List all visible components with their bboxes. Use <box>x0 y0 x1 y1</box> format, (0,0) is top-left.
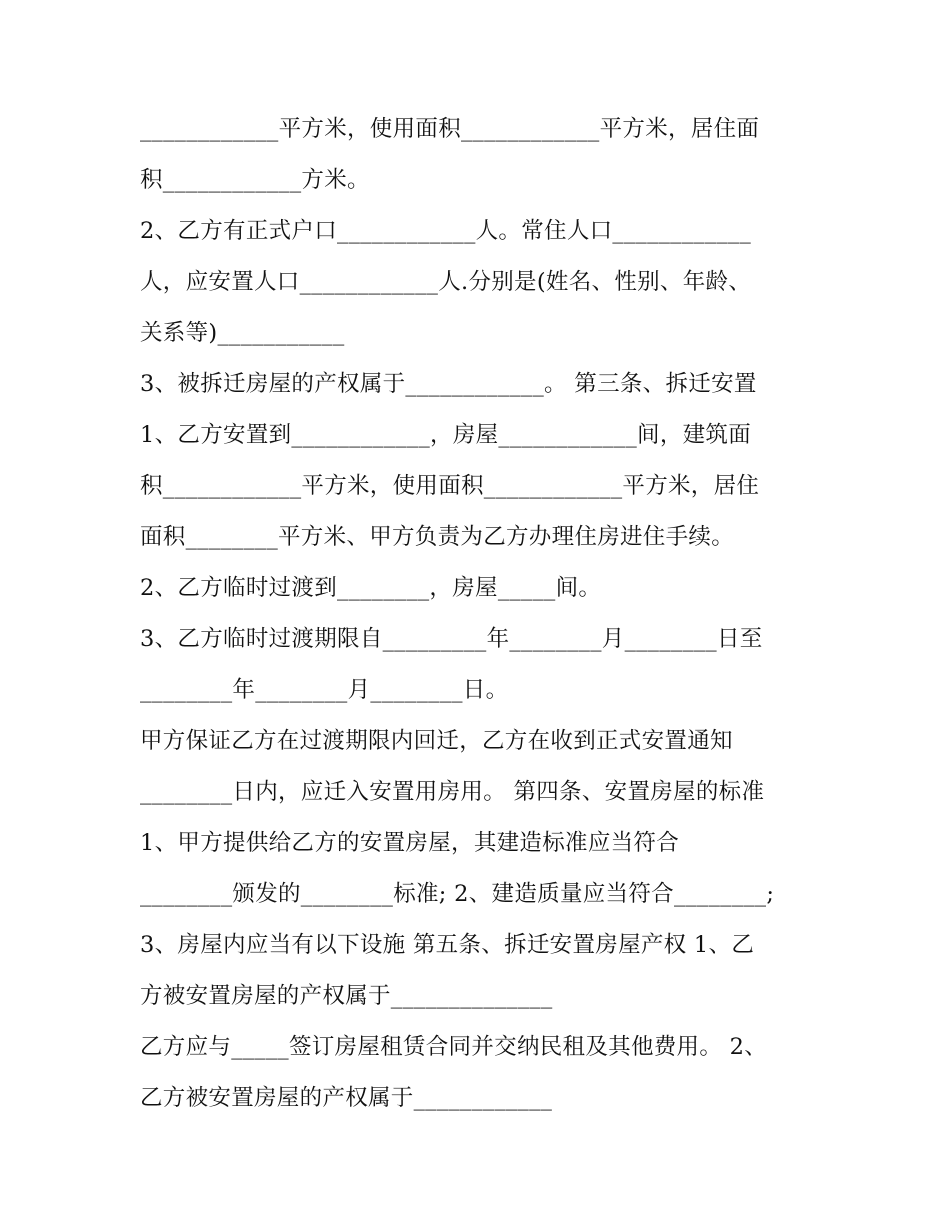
text-line: ____________平方米，使用面积____________平方米，居住面 <box>140 116 760 142</box>
text-line: 3、房屋内应当有以下设施 第五条、拆迁安置房屋产权 1、乙 <box>140 932 755 958</box>
text-line: 面积________平方米、甲方负责为乙方办理住房进住手续。 <box>140 524 735 550</box>
text-line: 积____________平方米，使用面积____________平方米，居住 <box>140 473 760 499</box>
text-line: 2、乙方临时过渡到________，房屋_____间。 <box>140 575 602 601</box>
text-line: 1、甲方提供给乙方的安置房屋，其建造标准应当符合 <box>140 830 680 856</box>
text-line: 乙方应与_____签订房屋租赁合同并交纳民租及其他费用。 2、 <box>140 1034 768 1060</box>
text-line: ________颁发的________标准; 2、建造质量应当符合________; <box>140 881 775 907</box>
text-line: 3、乙方临时过渡期限自_________年________月________日至 <box>140 626 763 652</box>
text-line: 关系等)___________ <box>140 320 345 346</box>
text-line: 方被安置房屋的产权属于______________ <box>140 983 553 1009</box>
text-line: 1、乙方安置到____________，房屋____________间，建筑面 <box>140 422 752 448</box>
text-line: 人，应安置人口____________人.分别是(姓名、性别、年龄、 <box>140 269 752 295</box>
text-line: 乙方被安置房屋的产权属于____________ <box>140 1085 553 1111</box>
text-line: ________日内，应迁入安置用房用。 第四条、安置房屋的标准 <box>140 779 765 805</box>
text-line: ________年________月________日。 <box>140 677 509 703</box>
text-line: 甲方保证乙方在过渡期限内回迁，乙方在收到正式安置通知 <box>140 728 733 754</box>
text-line: 2、乙方有正式户口____________人。常住人口____________ <box>140 218 752 244</box>
text-line: 积____________方米。 <box>140 167 370 193</box>
text-line: 3、被拆迁房屋的产权属于____________。 第三条、拆迁安置 <box>140 371 757 397</box>
